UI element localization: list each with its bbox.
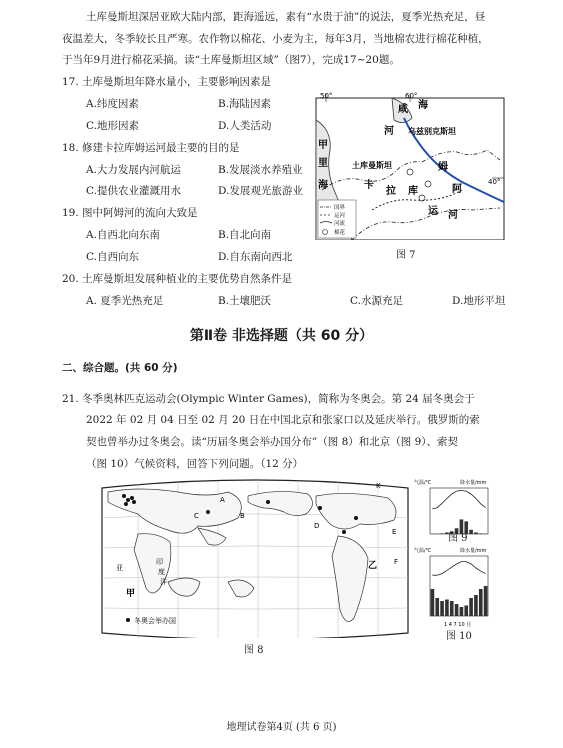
label-la: 拉 [386,186,396,197]
fig10-months: 1 4 7 10 月 [444,622,472,628]
question-19-option-c: C.自西向东 [86,251,139,263]
question-18-option-c: C.提供农业灌溉用水 [86,185,181,197]
precip-bar [440,601,444,616]
q21-line-2: 2022 年 02 月 04 日至 02 月 20 日在中国北京和张家口以及延庆举行。俄罗斯的索 [86,414,480,426]
label-xian: 咸 [398,104,408,115]
q21-line-3: 契也曾举办过冬奥会。读“历届冬奥会举办国分布”（图 8）和北京（图 9）、索契 [86,436,459,448]
precip-bar [431,589,435,616]
page-footer: 地理试卷第4页 (共 6 页) [226,722,337,733]
legend-border: 国界 [334,205,346,211]
figure-7-caption: 图 7 [396,250,416,261]
question-18-stem: 18. 修建卡拉库姆运河最主要的目的是 [62,142,240,154]
figure-10-caption: 图 10 [446,631,472,642]
label-he2: 河 [448,210,458,221]
intro-line-3: 于当年9月进行棉花采摘。读“土库曼斯坦区域”（图7），完成17~20题。 [62,54,400,66]
figure-8-caption: 图 8 [244,645,264,656]
label-uzbekistan: 乌兹别克斯坦 [408,127,456,136]
question-19-stem: 19. 图中阿姆河的流向大致是 [62,207,198,219]
question-17-option-c: C.地形因素 [86,120,139,132]
label-e: E [392,528,397,536]
precip-bar [479,589,483,616]
precip-bar [464,606,468,617]
label-a: A [220,496,225,504]
legend-dot-icon [126,618,130,622]
question-19-option-b: B.自北向南 [218,229,272,241]
question-20-option-d: D.地形平坦 [452,295,506,307]
label-yang: 洋 [160,578,167,586]
fig9-rain-label: 降水量/mm [460,480,487,486]
label-hai: 海 [418,100,428,111]
q21-line-4: （图 10）气候资料，回答下列问题。（12 分） [86,458,304,470]
section-2-heading: 二、综合题。(共 60 分) [62,362,178,374]
intro-line-1: 土库曼斯坦深居亚欧大陆内部，距海遥远，素有“水贵于油”的说法，夏季光热充足，昼 [86,11,486,23]
fig7-legend [318,200,356,238]
question-17-option-b: B.海陆因素 [218,98,272,110]
label-ya: 亚 [116,564,123,572]
question-17-option-d: D.人类活动 [218,120,272,132]
label-b: B [240,512,245,520]
section-2-title: 第Ⅱ卷 非选择题（共 60 分） [189,328,374,344]
precip-bar [435,598,439,616]
label-hai2: 海 [318,180,328,191]
fig10-rain-label: 降水量/mm [460,548,487,554]
precip-bar [474,532,478,534]
fig7-lat-40: 40° [488,178,501,186]
label-f: F [394,558,399,566]
fig7-lon-60: 60° [405,92,418,100]
question-18-option-d: D.发展观光旅游业 [218,185,303,197]
figure-8-world-map [98,478,412,638]
question-19-option-a: A.自西北向东南 [86,229,160,241]
question-17-option-a: A.纬度因素 [86,98,139,110]
fig7-lon-50: 50° [320,92,333,100]
label-yun: 运 [428,206,438,217]
label-a: 阿 [452,184,462,195]
question-20-stem: 20. 土库曼斯坦发展种植业的主要优势自然条件是 [62,273,293,285]
label-yin: 印 [156,558,163,566]
label-ka: 卡 [364,180,374,191]
fig8-legend: 冬奥会举办国 [134,617,176,625]
label-yi: 乙 [368,561,378,571]
precip-bar [445,600,449,617]
label-jia: 甲 [126,589,136,599]
precip-bar [455,604,459,616]
fig10-temp-label: 气温/℃ [414,548,432,554]
precip-bar [469,598,473,616]
figure-7-map [312,90,508,240]
precip-bar [450,601,454,616]
intro-line-2: 夜温差大，冬季较长且严寒。农作物以棉花、小麦为主，每年3月，当地棉农进行棉花种植， [62,33,489,45]
legend-canal: 运河 [334,213,346,219]
legend-river: 河流 [334,221,346,227]
question-18-option-b: B.发展淡水养殖业 [218,164,303,176]
figure-10-climate-chart [414,540,510,630]
fig9-temp-label: 气温/℃ [414,480,432,486]
question-18-option-a: A.大力发展内河航运 [86,164,181,176]
precip-bar [484,586,488,616]
precip-bar [460,607,464,616]
label-ku: 库 [408,186,418,197]
q21-line-1: 21. 冬季奥林匹克运动会(Olympic Winter Games)，简称为冬奥会。第 24 届冬奥会于 [62,393,475,405]
label-d: D [314,522,320,530]
question-20-option-b: B.土壤肥沃 [218,295,272,307]
question-19-option-d: D.自东南向西北 [218,251,293,263]
precip-bar [469,530,473,534]
label-du: 度 [158,568,165,576]
label-mu: 姆 [438,162,448,173]
label-jia: 甲 [318,140,328,151]
precip-bar [474,595,478,616]
question-17-stem: 17. 土库曼斯坦年降水量小，主要影响因素是 [62,76,272,88]
legend-cotton: 棉花 [334,230,346,236]
label-li: 里 [318,158,328,169]
label-he: 河 [384,126,394,137]
label-k: K [376,482,381,490]
label-c: C [194,512,199,520]
precip-bar [479,533,483,534]
precip-bar [440,533,444,534]
figure-9-caption: 图 9 [448,533,468,544]
question-20-option-c: C.水源充足 [350,295,403,307]
label-turkmenistan: 土库曼斯坦 [352,161,392,170]
question-20-option-a: A. 夏季光热充足 [86,295,164,307]
